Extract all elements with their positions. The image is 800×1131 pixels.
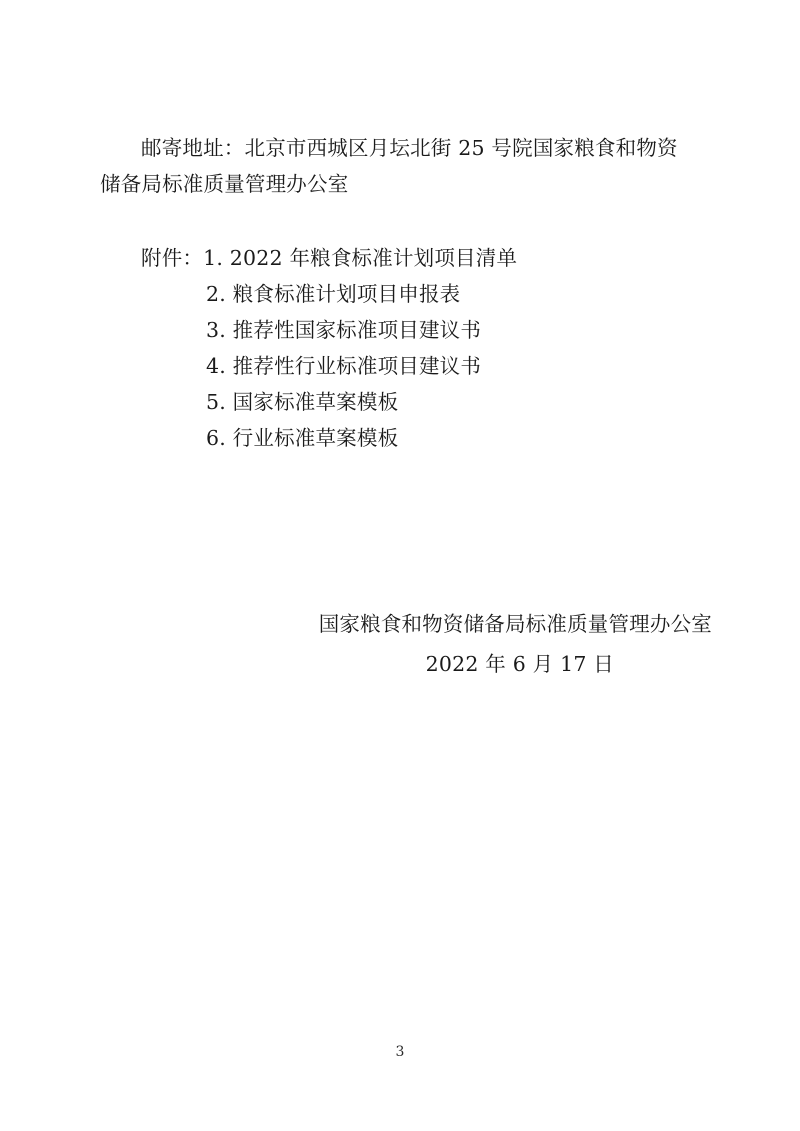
mailing-address-paragraph-continued: [100, 166, 712, 202]
attachments-item-2: 2. 粮食标准计划项目申报表: [206, 282, 461, 306]
attachments-item-1: 附件：1. 2022 年粮食标准计划项目清单: [141, 246, 518, 270]
page-number: 3: [395, 1044, 405, 1060]
attachments-item-4: 4. 推荐性行业标准项目建议书: [206, 354, 482, 378]
signature-date: 2022 年 6 月 17 日: [425, 652, 614, 676]
mailing-address-line-2: 储备局标准质量管理办公室: [100, 172, 349, 196]
paragraph-spacer: [100, 202, 712, 240]
document-body: [100, 130, 712, 684]
attachments-label-row: [100, 240, 712, 276]
attachments-item-5: 5. 国家标准草案模板: [206, 390, 399, 414]
mailing-address-line-1: 邮寄地址：北京市西城区月坛北街 25 号院国家粮食和物资: [141, 136, 678, 160]
mailing-address-paragraph: [100, 130, 712, 166]
attachments-list: [100, 240, 712, 456]
signature-organization: 国家粮食和物资储备局标准质量管理办公室: [318, 612, 712, 636]
attachments-item-3: 3. 推荐性国家标准项目建议书: [206, 318, 482, 342]
attachments-item-6: 6. 行业标准草案模板: [206, 426, 399, 450]
signature-block: [100, 604, 712, 684]
